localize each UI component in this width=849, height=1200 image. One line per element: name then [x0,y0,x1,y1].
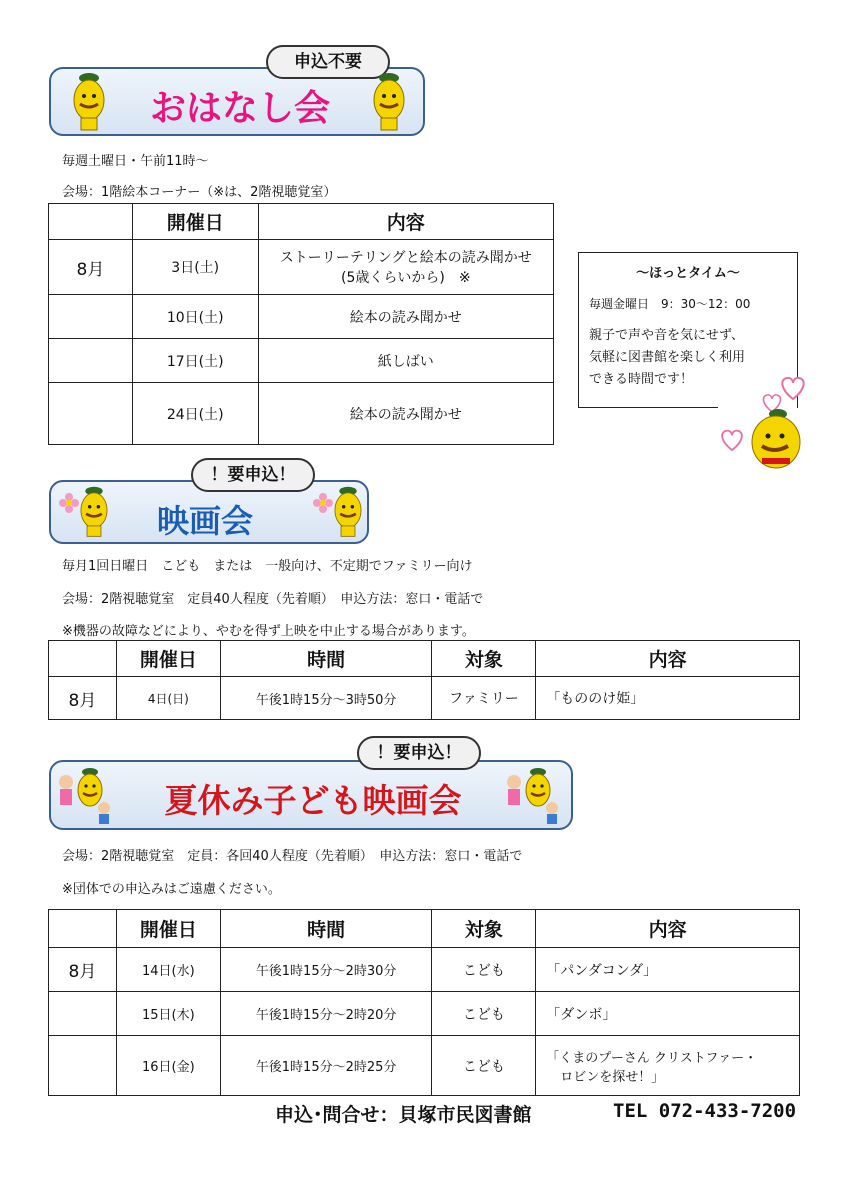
table-header: 時間 [220,910,432,948]
table-row [49,992,800,1036]
hotto-title: ～ほっとタイム～ [636,266,740,281]
summer-badge: ！要申込！ [357,736,481,770]
date-cell: 10日(土) [132,295,258,339]
target-cell: こども [432,1036,536,1096]
time-cell: 午後1時15分～2時25分 [220,1036,432,1096]
contact-tel: TEL 072-433-7200 [613,1100,797,1122]
month-cell [49,339,133,383]
table-header: 開催日 [116,641,220,677]
mascot-icon [66,70,112,134]
table-row [49,1036,800,1096]
content-line: 「くまのプーさん クリストファー・ [546,1050,758,1066]
table-row [49,240,554,295]
month-cell [49,992,117,1036]
content-cell [258,240,553,295]
hotto-body-line: 親子で声や音を気にせず、 [589,328,744,343]
content-line: ロビンを探せ！」 [560,1069,665,1085]
story-badge: 申込不要 [266,45,390,79]
month-cell: 8月 [49,240,133,295]
story-schedule: 毎週土曜日・午前11時～ [62,154,209,169]
hotto-box [578,252,798,408]
month-cell: 8月 [49,677,117,720]
contact-label: 申込･問合せ：貝塚市民図書館 [275,1104,532,1126]
movie-title: 映画会 [156,502,253,540]
hotto-body-line: 気軽に図書館を楽しく利用 [589,350,746,365]
table-header [49,910,117,948]
date-cell: 3日(土) [132,240,258,295]
target-cell: こども [432,992,536,1036]
children-mascot-icon [500,762,566,828]
table-header: 内容 [258,204,553,240]
hotto-body-line: できる時間です！ [589,372,694,387]
hotto-box-bottom-line [578,407,718,408]
table-header: 対象 [432,910,536,948]
table-row [49,339,554,383]
content-cell: 「ダンボ」 [536,992,800,1036]
table-header: 時間 [220,641,432,677]
table-header: 対象 [432,641,536,677]
table-header: 開催日 [132,204,258,240]
content-cell: 「パンダコンダ」 [536,948,800,992]
summer-table [48,909,800,1096]
table-row [49,383,554,445]
target-cell: こども [432,948,536,992]
time-cell: 午後1時15分～2時20分 [220,992,432,1036]
date-cell: 24日(土) [132,383,258,445]
movie-schedule: 毎月1回日曜日 こども または 一般向け、不定期でファミリー向け [62,559,473,574]
month-cell [49,383,133,445]
mascot-icon [74,484,114,540]
movie-venue: 会場：2階視聴覚室 定員40人程度（先着順） 申込方法：窓口・電話で [62,592,484,607]
time-cell: 午後1時15分～2時30分 [220,948,432,992]
date-cell: 17日(土) [132,339,258,383]
story-venue: 会場：1階絵本コーナー（※は、2階視聴覚室） [62,185,337,200]
movie-table [48,640,800,720]
month-cell: 8月 [49,948,117,992]
summer-notice: ※団体での申込みはご遠慮ください。 [62,882,281,897]
content-cell: 絵本の読み聞かせ [258,383,553,445]
mascot-icon [366,70,412,134]
movie-badge: ！要申込！ [191,458,315,492]
mascot-icon [744,406,808,478]
content-cell: 「もののけ姫」 [536,677,800,720]
heart-icon [718,428,746,452]
target-cell: ファミリー [432,677,536,720]
content-line: (5歳くらいから) ※ [341,270,471,286]
summer-title: 夏休み子ども映画会 [164,781,462,820]
table-row [49,677,800,720]
movie-notice: ※機器の故障などにより、やむを得ず上映を中止する場合があります。 [62,624,475,639]
table-header: 開催日 [116,910,220,948]
table-header: 内容 [536,910,800,948]
table-row [49,295,554,339]
mascot-icon [328,484,368,540]
date-cell: 16日(金) [116,1036,220,1096]
date-cell: 14日(水) [116,948,220,992]
month-cell [49,295,133,339]
date-cell: 4日(日) [116,677,220,720]
date-cell: 15日(木) [116,992,220,1036]
story-table [48,203,554,445]
story-title: おはなし会 [149,88,330,129]
summer-venue: 会場：2階視聴覚室 定員：各回40人程度（先着順） 申込方法：窓口・電話で [62,849,523,864]
month-cell [49,1036,117,1096]
children-mascot-icon [52,762,118,828]
time-cell: 午後1時15分～3時50分 [220,677,432,720]
content-cell: 絵本の読み聞かせ [258,295,553,339]
content-line: ストーリーテリングと絵本の読み聞かせ [279,250,532,266]
table-header [49,641,117,677]
table-header [49,204,133,240]
content-cell: 紙しばい [258,339,553,383]
hotto-schedule: 毎週金曜日 9：30～12：00 [589,297,751,311]
table-row [49,948,800,992]
content-cell [536,1036,800,1096]
table-header: 内容 [536,641,800,677]
